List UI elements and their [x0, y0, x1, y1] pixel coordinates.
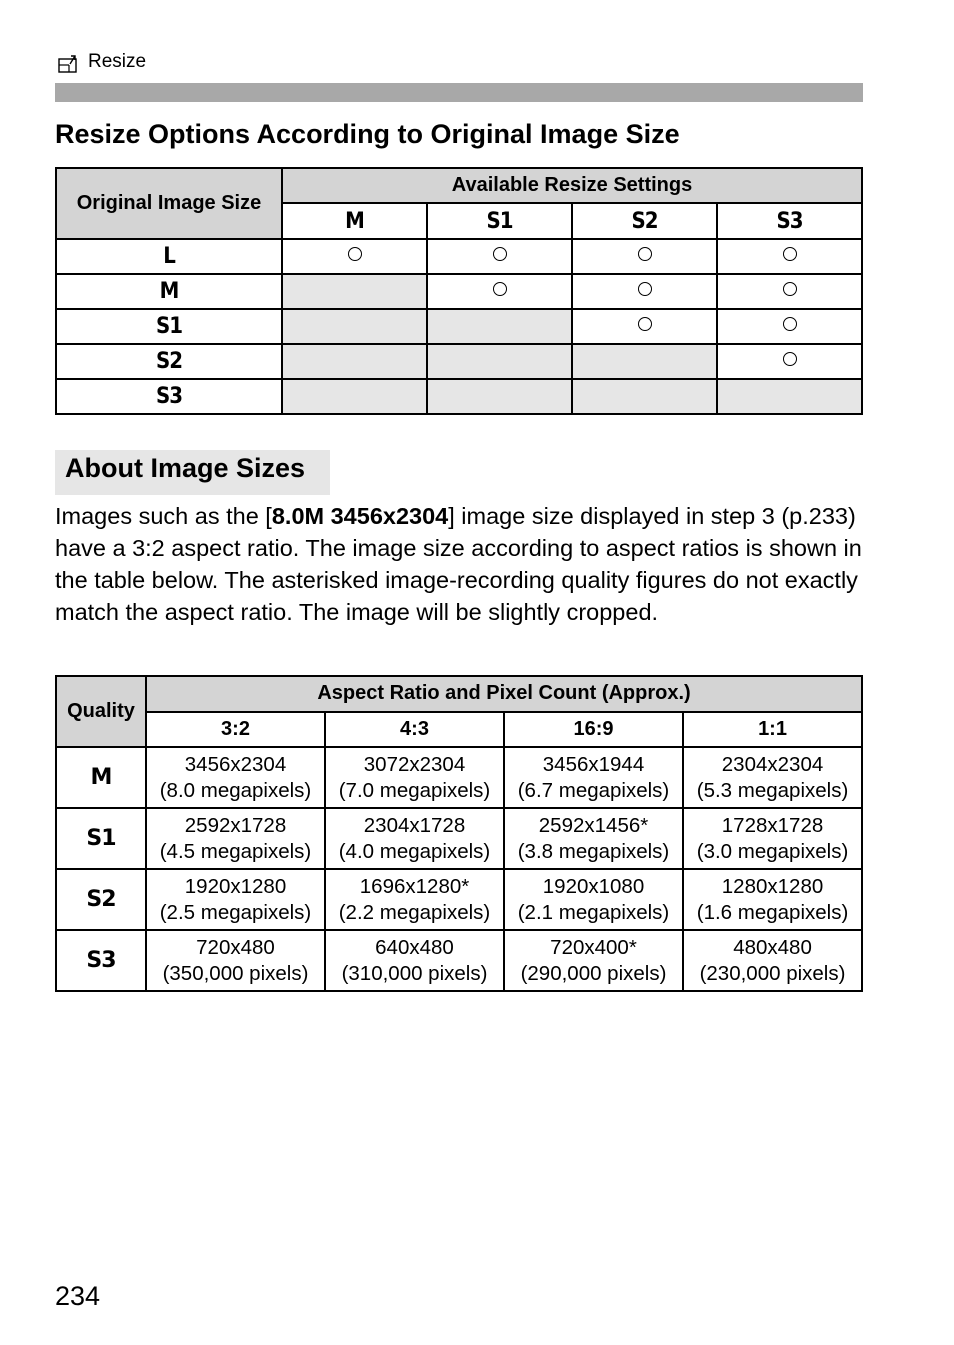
resize-unavailable-cell	[572, 344, 717, 379]
pixel-count-cell	[504, 808, 683, 869]
pixel-count-cell	[146, 869, 325, 930]
pixel-count-cell	[325, 869, 504, 930]
table-row	[56, 808, 862, 869]
resize-icon	[58, 55, 78, 73]
pixel-count: (2.2 megapixels)	[338, 900, 491, 924]
resize-unavailable-cell	[572, 379, 717, 414]
header-section-label: Resize	[88, 51, 147, 72]
resize-available-cell	[572, 274, 717, 309]
pixel-count: (2.5 megapixels)	[159, 900, 312, 924]
resize-setting-header: S3	[717, 203, 862, 239]
aspect-ratio-table	[55, 675, 863, 992]
original-size-label: L	[56, 239, 282, 274]
resize-setting-header: S1	[427, 203, 572, 239]
resize-unavailable-cell	[717, 379, 862, 414]
table-row	[56, 239, 862, 274]
resize-available-cell	[427, 274, 572, 309]
pixel-dimensions: 1280x1280	[721, 875, 824, 898]
resize-unavailable-cell	[282, 344, 427, 379]
resize-available-cell	[282, 239, 427, 274]
pixel-dimensions: 1920x1280	[184, 875, 287, 898]
quality-label: M	[56, 747, 146, 808]
pixel-count-cell	[683, 869, 862, 930]
pixel-count: (3.0 megapixels)	[696, 839, 849, 863]
available-circle-icon	[783, 247, 797, 261]
resize-options-table	[55, 167, 863, 415]
quality-header: Quality	[56, 676, 146, 747]
table-row	[56, 309, 862, 344]
table-row	[56, 869, 862, 930]
available-circle-icon	[783, 352, 797, 366]
pixel-dimensions: 1728x1728	[721, 814, 824, 837]
pixel-dimensions: 2304x1728	[363, 814, 466, 837]
pixel-count: (5.3 megapixels)	[696, 778, 849, 802]
pixel-count-cell	[325, 930, 504, 991]
table-row	[56, 274, 862, 309]
pixel-dimensions: 2304x2304	[721, 753, 824, 776]
para-text: ] image size displayed in step 3 (p.233) have a 3:2 aspect ratio. The image size according to aspect ratios is shown in the table below. The asterisked image-recording quality figures do not exactly match the aspect ratio. The image will be slightly cropped.	[55, 503, 862, 625]
resize-available-cell	[717, 344, 862, 379]
pixel-count: (350,000 pixels)	[162, 961, 309, 985]
aspect-ratio-column-header: 16:9	[504, 712, 683, 748]
table-row	[56, 344, 862, 379]
resize-unavailable-cell	[282, 309, 427, 344]
table-row	[56, 379, 862, 414]
resize-setting-header: M	[282, 203, 427, 239]
pixel-dimensions: 1920x1080	[542, 875, 645, 898]
pixel-count: (2.1 megapixels)	[517, 900, 670, 924]
original-size-label: S3	[56, 379, 282, 414]
available-circle-icon	[348, 247, 362, 261]
available-circle-icon	[783, 282, 797, 296]
available-circle-icon	[638, 247, 652, 261]
resize-unavailable-cell	[427, 379, 572, 414]
pixel-count: (7.0 megapixels)	[338, 778, 491, 802]
pixel-count: (230,000 pixels)	[699, 961, 846, 985]
page-number: 234	[55, 1281, 101, 1311]
about-section-title: About Image Sizes	[65, 453, 306, 483]
pixel-count: (4.0 megapixels)	[338, 839, 491, 863]
pixel-dimensions: 3072x2304	[363, 753, 466, 776]
original-size-label: M	[56, 274, 282, 309]
quality-label: S2	[56, 869, 146, 930]
resize-section-title: Resize Options According to Original Image Size	[55, 119, 680, 149]
resize-unavailable-cell	[282, 379, 427, 414]
para-text: Images such as the [	[55, 503, 272, 529]
original-size-label: S2	[56, 344, 282, 379]
pixel-count-cell	[146, 930, 325, 991]
header-bar	[55, 83, 863, 102]
pixel-count-cell	[504, 869, 683, 930]
pixel-count: (8.0 megapixels)	[159, 778, 312, 802]
available-circle-icon	[493, 282, 507, 296]
para-bold-size: 8.0M 3456x2304	[271, 503, 449, 529]
resize-available-cell	[427, 239, 572, 274]
pixel-count: (4.5 megapixels)	[159, 839, 312, 863]
pixel-dimensions: 640x480	[375, 936, 454, 959]
pixel-dimensions: 720x480	[196, 936, 275, 959]
resize-unavailable-cell	[427, 309, 572, 344]
pixel-count: (3.8 megapixels)	[517, 839, 670, 863]
resize-available-cell	[717, 274, 862, 309]
pixel-dimensions: 720x400*	[550, 936, 637, 959]
pixel-count: (1.6 megapixels)	[696, 900, 849, 924]
pixel-count-cell	[504, 747, 683, 808]
pixel-count: (6.7 megapixels)	[517, 778, 670, 802]
original-size-header: Original Image Size	[56, 168, 282, 239]
pixel-count-cell	[146, 808, 325, 869]
pixel-count-cell	[325, 747, 504, 808]
about-paragraph	[55, 500, 865, 628]
resize-setting-header: S2	[572, 203, 717, 239]
pixel-dimensions: 480x480	[733, 936, 812, 959]
quality-label: S1	[56, 808, 146, 869]
pixel-dimensions: 3456x2304	[184, 753, 287, 776]
available-circle-icon	[783, 317, 797, 331]
pixel-count-cell	[683, 930, 862, 991]
resize-unavailable-cell	[282, 274, 427, 309]
aspect-ratio-column-header: 3:2	[146, 712, 325, 748]
pixel-count-cell	[146, 747, 325, 808]
pixel-count-cell	[683, 808, 862, 869]
resize-available-cell	[572, 239, 717, 274]
pixel-count-cell	[504, 930, 683, 991]
available-circle-icon	[638, 282, 652, 296]
available-circle-icon	[638, 317, 652, 331]
original-size-label: S1	[56, 309, 282, 344]
resize-unavailable-cell	[427, 344, 572, 379]
table-row	[56, 930, 862, 991]
aspect-ratio-column-header: 1:1	[683, 712, 862, 748]
pixel-dimensions: 3456x1944	[542, 753, 645, 776]
pixel-dimensions: 2592x1456*	[538, 814, 649, 837]
resize-available-cell	[717, 309, 862, 344]
pixel-dimensions: 2592x1728	[184, 814, 287, 837]
available-circle-icon	[493, 247, 507, 261]
pixel-count: (290,000 pixels)	[520, 961, 667, 985]
pixel-count-cell	[683, 747, 862, 808]
quality-label: S3	[56, 930, 146, 991]
resize-available-cell	[572, 309, 717, 344]
available-settings-header: Available Resize Settings	[282, 168, 862, 203]
aspect-ratio-column-header: 4:3	[325, 712, 504, 748]
pixel-count: (310,000 pixels)	[341, 961, 488, 985]
pixel-count-cell	[325, 808, 504, 869]
resize-available-cell	[717, 239, 862, 274]
table-row	[56, 747, 862, 808]
aspect-ratio-header: Aspect Ratio and Pixel Count (Approx.)	[146, 676, 862, 712]
pixel-dimensions: 1696x1280*	[359, 875, 470, 898]
